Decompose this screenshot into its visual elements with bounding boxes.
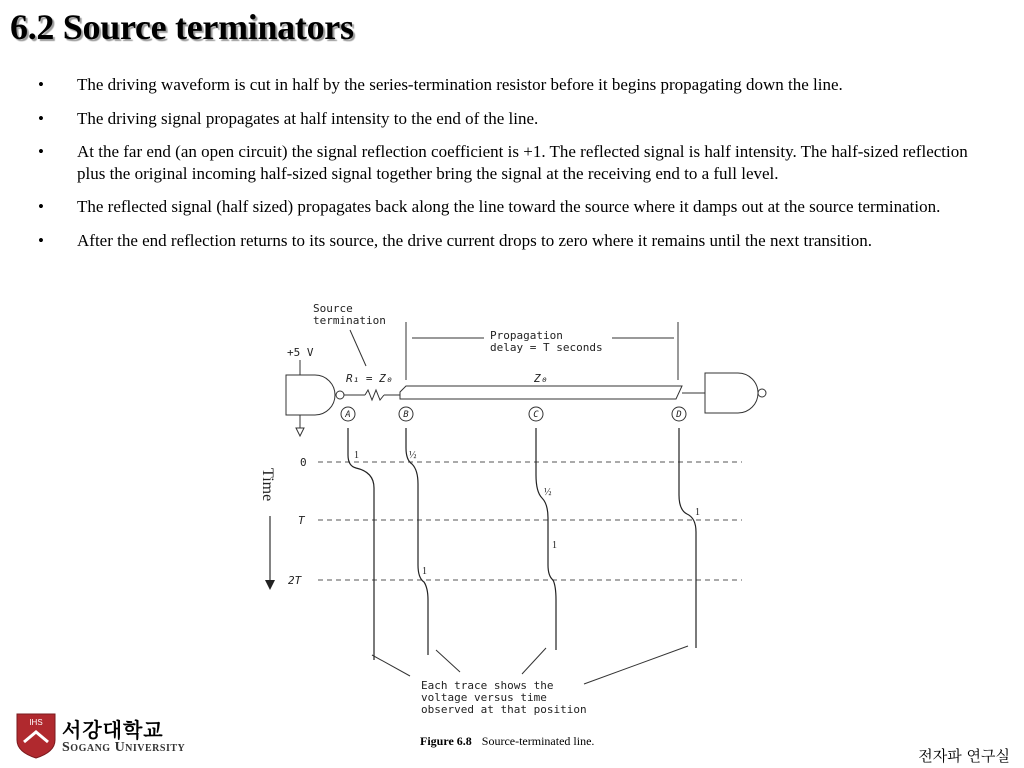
receiver-output-bubble — [758, 389, 766, 397]
trace-c-level: 1 — [552, 540, 557, 551]
resistor-r1 — [365, 390, 384, 400]
trace-d — [679, 428, 696, 648]
trace-b-level: ½ — [409, 450, 417, 461]
shield-text: IHS — [29, 718, 43, 727]
propagation-delay-label: delay = T seconds — [490, 341, 603, 354]
source-termination-pointer — [350, 330, 366, 366]
supply-label: +5 V — [287, 346, 314, 359]
trace-note: observed at that position — [421, 703, 587, 716]
note-pointer-d — [584, 646, 688, 684]
node-c-label: C — [533, 410, 539, 420]
lab-name: 전자파 연구실 — [918, 747, 1010, 765]
trace-b-level: 1 — [422, 566, 427, 577]
trace-c — [536, 428, 556, 650]
bullet-item: • The reflected signal (half sized) propagates back along the line toward the source where it damps out at the source termination. — [38, 197, 941, 216]
trace-d-level: 1 — [695, 507, 700, 518]
bullet-item: • The driving signal propagates at half intensity to the end of the line. — [38, 108, 539, 128]
trace-a-level: 1 — [354, 450, 359, 461]
bullet-text: After the end reflection returns to its source, the drive current drops to zero where it remains until the next transition. — [77, 230, 872, 250]
node-b-label: B — [403, 410, 409, 420]
node-d-label: D — [676, 410, 682, 420]
note-pointer-b — [436, 650, 460, 672]
figure-caption-text: Source-terminated line. — [481, 734, 595, 748]
bullet-text: The reflected signal (half sized) propagates back along the line toward the source where it damps out at the source termination. — [77, 197, 941, 216]
propagation-delay-label: Propagation — [490, 329, 563, 342]
figure-number: Figure 6.8 — [420, 734, 472, 748]
bullet-item: • At the far end (an open circuit) the signal reflection coefficient is +1. The reflected signal is half intensity. The half-sized reflection plus the original incoming half-sized signal together bring the signal at the receiving end to a full level. — [38, 142, 968, 183]
trace-a — [348, 428, 374, 660]
university-name-korean: 서강대학교 — [62, 718, 164, 742]
university-shield-logo — [14, 712, 58, 760]
bullet-item: • After the end reflection returns to its source, the drive current drops to zero where it remains until the next transition. — [38, 230, 872, 250]
note-pointer-a — [372, 655, 410, 676]
resistor-label: R₁ = Z₀ — [346, 372, 393, 385]
page-title: 6.2 Source terminators — [10, 7, 354, 47]
figure-caption — [420, 734, 594, 749]
trace-c-level: ½ — [544, 487, 552, 498]
trace-note: voltage versus time — [421, 691, 547, 704]
driver-output-bubble — [336, 391, 344, 399]
ground-symbol — [296, 428, 304, 436]
source-termination-label: termination — [313, 314, 386, 327]
bullet-text: The driving signal propagates at half intensity to the end of the line. — [77, 108, 539, 128]
time-axis-label: Time — [259, 468, 276, 502]
note-pointer-c — [522, 648, 546, 674]
university-name-english: Sogang University — [62, 740, 186, 755]
impedance-label: Z₀ — [534, 372, 548, 385]
driver-gate — [286, 375, 335, 415]
trace-note: Each trace shows the — [421, 679, 554, 692]
time-tick-label: 0 — [300, 456, 307, 469]
time-tick-label: T — [298, 514, 305, 527]
transmission-line — [400, 386, 682, 399]
bullet-text: At the far end (an open circuit) the signal reflection coefficient is +1. The reflected signal is half intensity. The half-sized reflection plus the original incoming half-sized signal together bring the signal at the receiving end to a full level. — [77, 142, 968, 183]
bullet-text: The driving waveform is cut in half by the series-termination resistor before it begins propagating down the line. — [77, 75, 843, 94]
time-arrow-head — [265, 580, 275, 590]
bullet-item: • The driving waveform is cut in half by the series-termination resistor before it begins propagating down the line. — [38, 75, 843, 94]
receiver-gate — [705, 373, 758, 413]
time-tick-label: 2T — [288, 574, 302, 587]
node-a-label: A — [345, 410, 351, 420]
source-termination-label: Source — [313, 302, 353, 315]
